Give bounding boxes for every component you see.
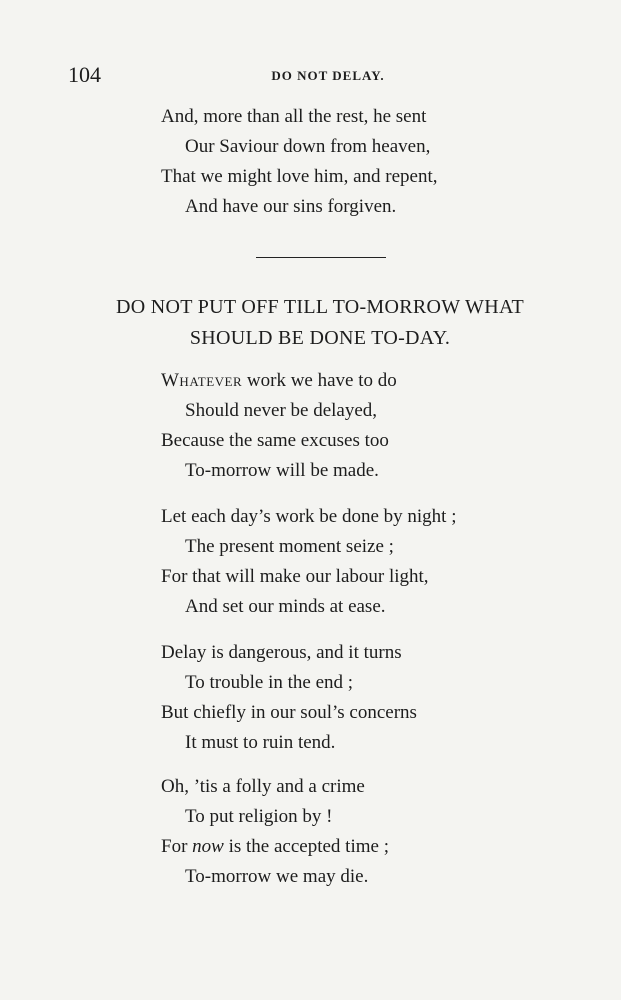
poem-title-line-2: SHOULD BE DONE TO-DAY.	[189, 327, 451, 349]
verse-line: The present moment seize ;	[185, 536, 394, 557]
verse-line: Delay is dangerous, and it turns	[161, 642, 402, 663]
verse-line: To-morrow we may die.	[185, 866, 369, 887]
verse-line	[161, 832, 389, 862]
verse-line: To trouble in the end ;	[185, 672, 354, 693]
emphasized-word: now	[192, 836, 224, 857]
verse-line: To put religion by !	[185, 806, 333, 827]
opening-word: Whatever	[161, 370, 243, 391]
poem2-stanza-1	[161, 366, 397, 486]
verse-line: Because the same excuses too	[161, 430, 389, 451]
running-title: DO NOT DELAY.	[271, 68, 385, 83]
poem-title-line-1: DO NOT PUT OFF TILL TO-MORROW WHAT	[115, 296, 524, 318]
verse-line: Oh, ’tis a folly and a crime	[161, 776, 365, 797]
verse-line: And set our minds at ease.	[185, 596, 386, 617]
verse-line: Should never be delayed,	[185, 400, 378, 421]
poem2-stanza-4	[161, 772, 389, 892]
verse-line: But chiefly in our soul’s concerns	[161, 702, 417, 723]
section-divider	[256, 257, 386, 258]
verse-line-rest: work we have to do	[242, 370, 397, 391]
poem2-stanza-2	[161, 502, 456, 622]
verse-line: It must to ruin tend.	[185, 732, 336, 753]
verse-line: That we might love him, and repent,	[161, 166, 438, 187]
verse-text: For	[161, 836, 193, 857]
verse-text: is the accepted time ;	[223, 836, 389, 857]
poem2-stanza-3	[161, 638, 417, 758]
verse-line: Our Saviour down from heaven,	[185, 136, 431, 157]
poem1-stanza	[161, 102, 437, 222]
verse-line: And have our sins forgiven.	[185, 196, 397, 217]
verse-line: To-morrow will be made.	[185, 460, 379, 481]
page-number: 104	[68, 62, 101, 87]
verse-line: Let each day’s work be done by night ;	[161, 506, 457, 527]
page-header	[68, 62, 568, 92]
verse-line	[161, 366, 397, 396]
verse-line: And, more than all the rest, he sent	[161, 106, 427, 127]
verse-line: For that will make our labour light,	[161, 566, 429, 587]
poem-title	[40, 292, 600, 354]
